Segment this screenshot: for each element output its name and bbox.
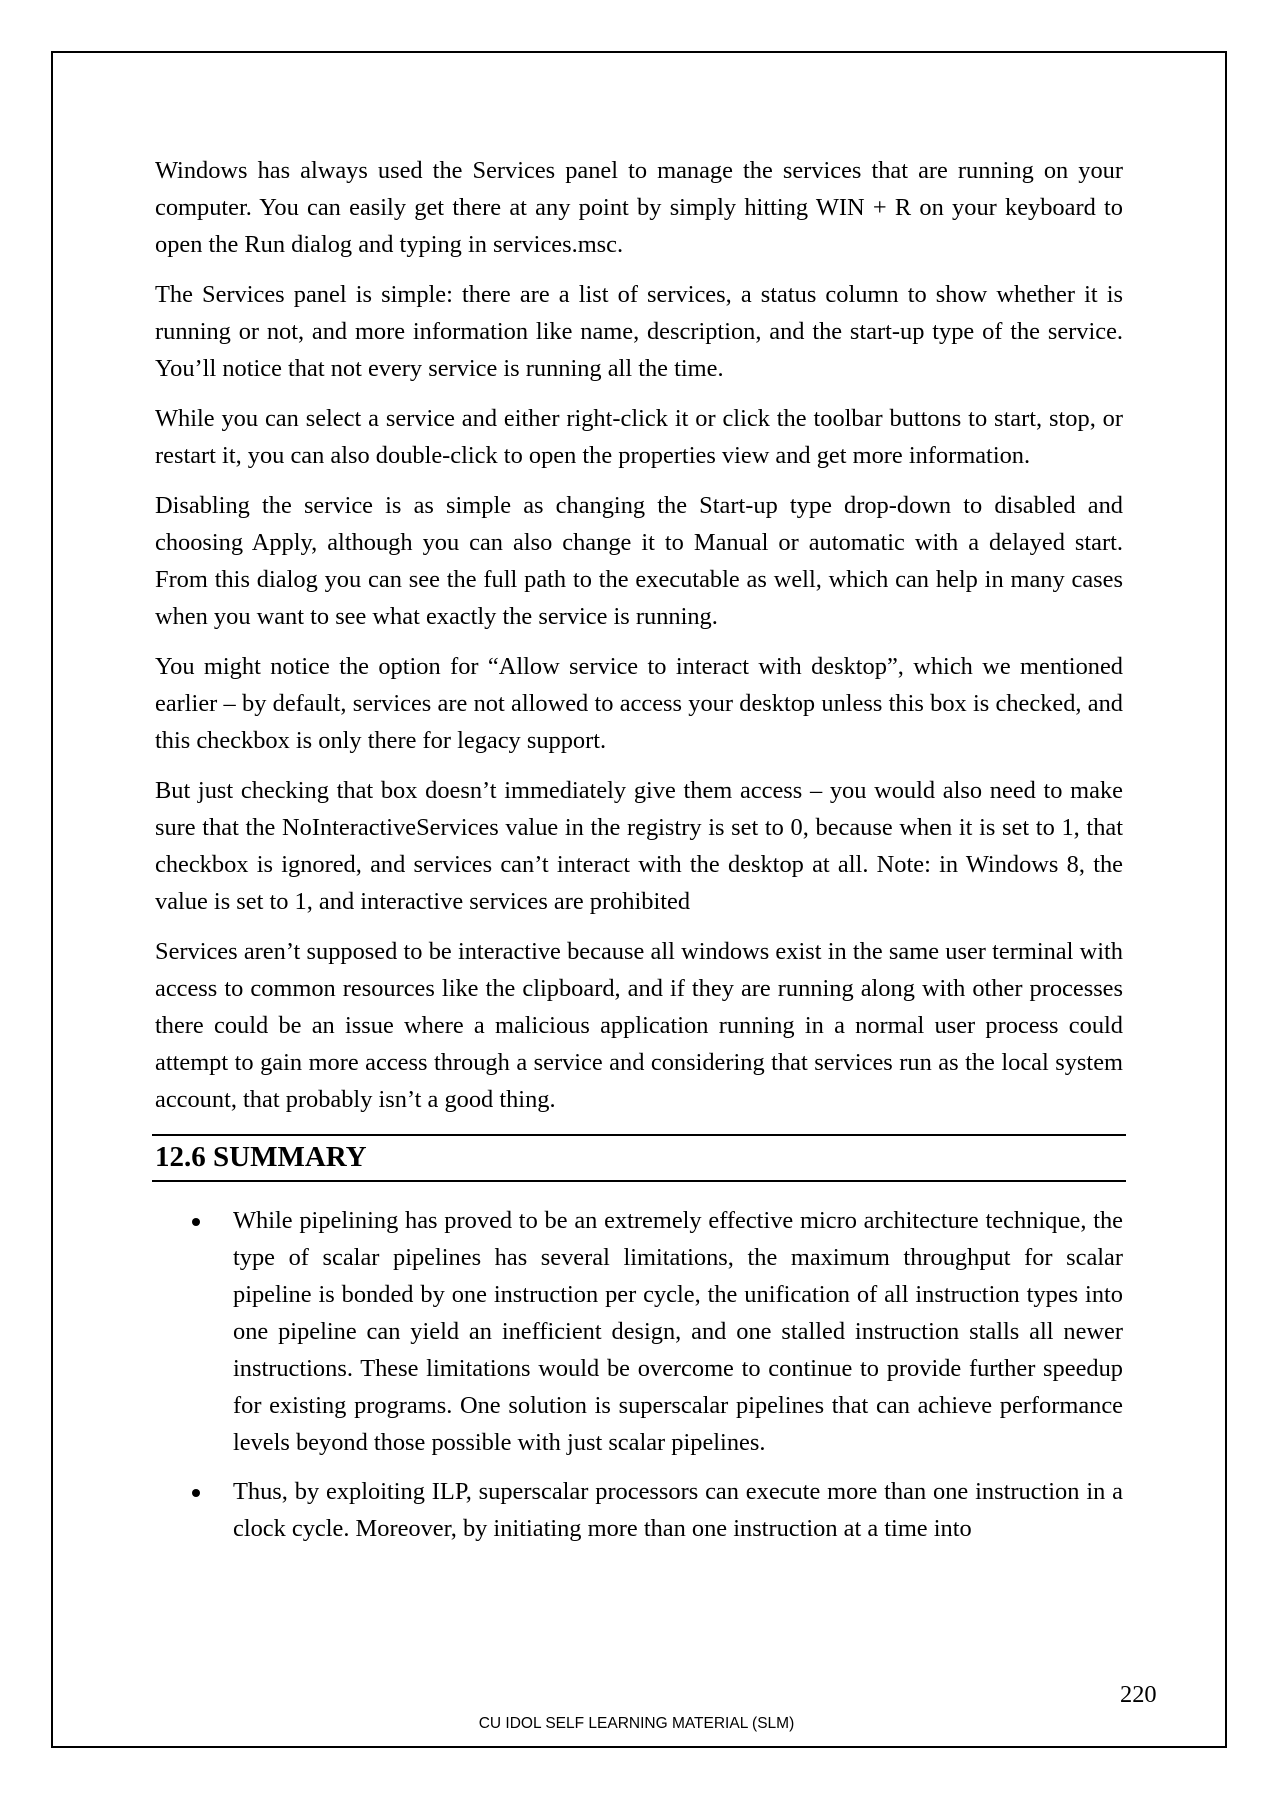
paragraph-service-controls: While you can select a service and either right-click it or click the toolbar buttons to start, stop, or restart it, you can also double-click to open the properties view and get more information. bbox=[155, 405, 1123, 469]
paragraph-interact-with-desktop: You might notice the option for “Allow service to interact with desktop”, which we mentioned earlier – by default, services are not allowed to access your desktop unless this box is checked, and this checkbox is only there for legacy support. bbox=[155, 653, 1123, 754]
bullet-icon bbox=[192, 1218, 200, 1226]
page-number: 220 bbox=[1120, 1681, 1157, 1708]
paragraph-services-panel-description: The Services panel is simple: there are a list of services, a status column to show whether it is running or not, and more information like name, description, and the start-up type of the service. You’ll notice that not every service is running all the time. bbox=[155, 281, 1123, 382]
page-content bbox=[155, 152, 1123, 1559]
section-heading-summary: 12.6 SUMMARY bbox=[152, 1134, 1126, 1182]
summary-bullet-item bbox=[155, 1202, 1123, 1461]
summary-bullet-text: While pipelining has proved to be an extremely effective micro architecture technique, the type of scalar pipelines has several limitations, the maximum throughput for scalar pipeline is bonded by one instruction per cycle, the unification of all instruction types into one pipeline can yield an inefficient design, and one stalled instruction stalls all newer instructions. These limitations would be overcome to continue to provide further speedup for existing programs. One solution is superscalar pipelines that can achieve performance levels beyond those possible with just scalar pipelines. bbox=[233, 1207, 1123, 1456]
paragraph-disabling-service: Disabling the service is as simple as changing the Start-up type drop-down to disabled and choosing Apply, although you can also change it to Manual or automatic with a delayed start. From this dialog you can see the full path to the executable as well, which can help in many cases when you want to see what exactly the service is running. bbox=[155, 492, 1123, 630]
footer-text: CU IDOL SELF LEARNING MATERIAL (SLM) bbox=[478, 1715, 795, 1732]
paragraph-services-panel-intro: Windows has always used the Services panel to manage the services that are running on your computer. You can easily get there at any point by simply hitting WIN + R on your keyboard to open the Run dialog and typing in services.msc. bbox=[155, 157, 1123, 258]
paragraph-registry-value: But just checking that box doesn’t immediately give them access – you would also need to make sure that the NoInteractiveServices value in the registry is set to 0, because when it is set to 1, that checkbox is ignored, and services can’t interact with the desktop at all. Note: in Windows 8, the value is set to 1, and interactive services are prohibited bbox=[155, 777, 1123, 915]
paragraph-interactive-services-risk: Services aren’t supposed to be interactive because all windows exist in the same user terminal with access to common resources like the clipboard, and if they are running along with other processes there could be an issue where a malicious application running in a normal user process could attempt to gain more access through a service and considering that services run as the local system account, that probably isn’t a good thing. bbox=[155, 938, 1123, 1113]
summary-bullet-text: Thus, by exploiting ILP, superscalar processors can execute more than one instruction in a clock cycle. Moreover, by initiating more than one instruction at a time into bbox=[233, 1478, 1123, 1542]
summary-bullet-list bbox=[155, 1202, 1123, 1547]
bullet-icon bbox=[192, 1489, 200, 1497]
summary-bullet-item bbox=[155, 1473, 1123, 1547]
